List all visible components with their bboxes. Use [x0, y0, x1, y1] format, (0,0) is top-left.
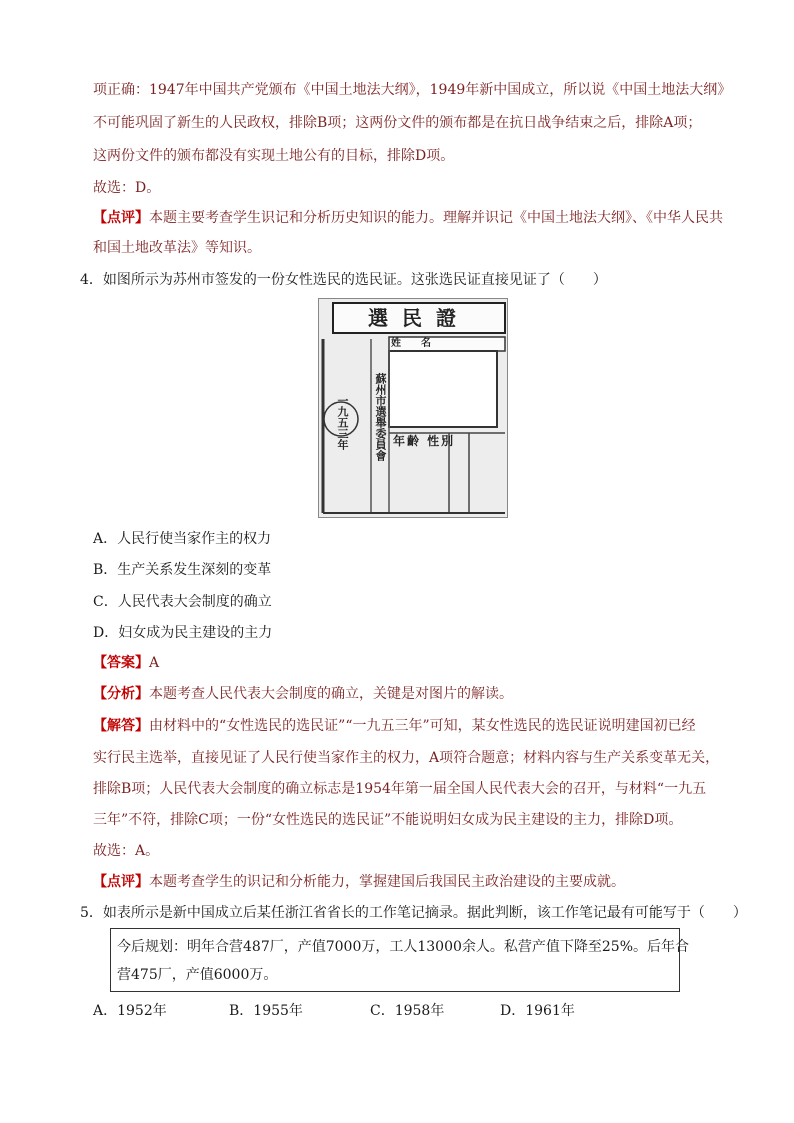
q5-option-a[interactable]: A．1952年	[93, 1003, 167, 1019]
prev-conclusion: 故选：D。	[93, 180, 161, 196]
q5-material-table	[110, 928, 690, 992]
voter-certificate-image	[318, 298, 508, 518]
q4-analysis	[93, 684, 513, 704]
q4-solution-line-1	[93, 716, 696, 736]
q5-table-line-1: 今后规划：明年合营487厂，产值7000万，工人13000余人。私营产值下降至25%。后年合	[117, 939, 690, 955]
answer-tag: 【答案】	[93, 655, 149, 671]
prev-explanation-line-3: 这两份文件的颁布都没有实现土地公有的目标，排除D项。	[93, 148, 455, 164]
solution-tag: 【解答】	[93, 718, 149, 734]
q4-answer	[93, 653, 159, 673]
q4-conclusion: 故选：A。	[93, 843, 160, 859]
q5-option-c[interactable]: C．1958年	[370, 1003, 445, 1019]
question-4-stem: 4．如图所示为苏州市签发的一份女性选民的选民证。这张选民证直接见证了（ ）	[80, 272, 607, 288]
prev-review-text-2: 和国土地改革法》等知识。	[93, 240, 261, 256]
review-tag: 【点评】	[93, 874, 149, 890]
review-tag: 【点评】	[93, 210, 149, 226]
analysis-text: 本题考查人民代表大会制度的确立，关键是对图片的解读。	[149, 686, 513, 702]
certificate-stamp-text: 蘇州市選舉委員會	[374, 373, 387, 461]
prev-review	[93, 208, 723, 228]
certificate-title: 選民證	[368, 306, 470, 330]
q4-review-text: 本题考查学生的识记和分析能力，掌握建国后我国民主政治建设的主要成就。	[149, 874, 625, 890]
q4-solution-line-2: 实行民主选举，直接见证了人民行使当家作主的权力，A项符合题意；材料内容与生产关系变革无关，	[93, 750, 720, 766]
q4-option-d[interactable]: D．妇女成为民主建设的主力	[93, 625, 273, 641]
answer-value: A	[149, 655, 160, 671]
q4-option-b[interactable]: B．生产关系发生深刻的变革	[93, 562, 272, 578]
certificate-year-text: 一九五三年	[336, 395, 349, 450]
analysis-tag: 【分析】	[93, 686, 149, 702]
q4-review	[93, 872, 625, 892]
certificate-name-label: 姓 名	[391, 338, 431, 349]
q5-option-b[interactable]: B．1955年	[229, 1003, 303, 1019]
q4-solution-line-3: 排除B项；人民代表大会制度的确立标志是1954年第一届全国人民代表大会的召开，与材料“一九五	[93, 781, 707, 797]
prev-explanation-line-2: 不可能巩固了新生的人民政权，排除B项；这两份文件的颁布都是在抗日战争结束之后，排除A项；	[93, 115, 702, 131]
q4-option-c[interactable]: C．人民代表大会制度的确立	[93, 594, 272, 610]
q4-option-a[interactable]: A．人民行使当家作主的权力	[93, 531, 272, 547]
q5-option-d[interactable]: D．1961年	[500, 1003, 575, 1019]
prev-review-text-1: 本题主要考查学生识记和分析历史知识的能力。理解并识记《中国土地法大纲》、《中华人民共	[149, 210, 723, 226]
certificate-column-labels: 年齡 性別	[393, 434, 456, 448]
question-5-stem: 5．如表所示是新中国成立后某任浙江省省长的工作笔记摘录。据此判断，该工作笔记最有可能写于（ ）	[80, 905, 747, 921]
q4-solution-line-4: 三年”不符，排除C项；一份“女性选民的选民证”不能说明妇女成为民主建设的主力，排除D项。	[93, 812, 683, 828]
q5-table-line-2: 营475厂，产值6000万。	[117, 967, 278, 983]
prev-explanation-line-1: 项正确：1947年中国共产党颁布《中国土地法大纲》，1949年新中国成立，所以说《中国土地法大纲》	[93, 82, 732, 98]
solution-text-1: 由材料中的“女性选民的选民证”“一九五三年”可知，某女性选民的选民证说明建国初已经	[149, 718, 696, 734]
